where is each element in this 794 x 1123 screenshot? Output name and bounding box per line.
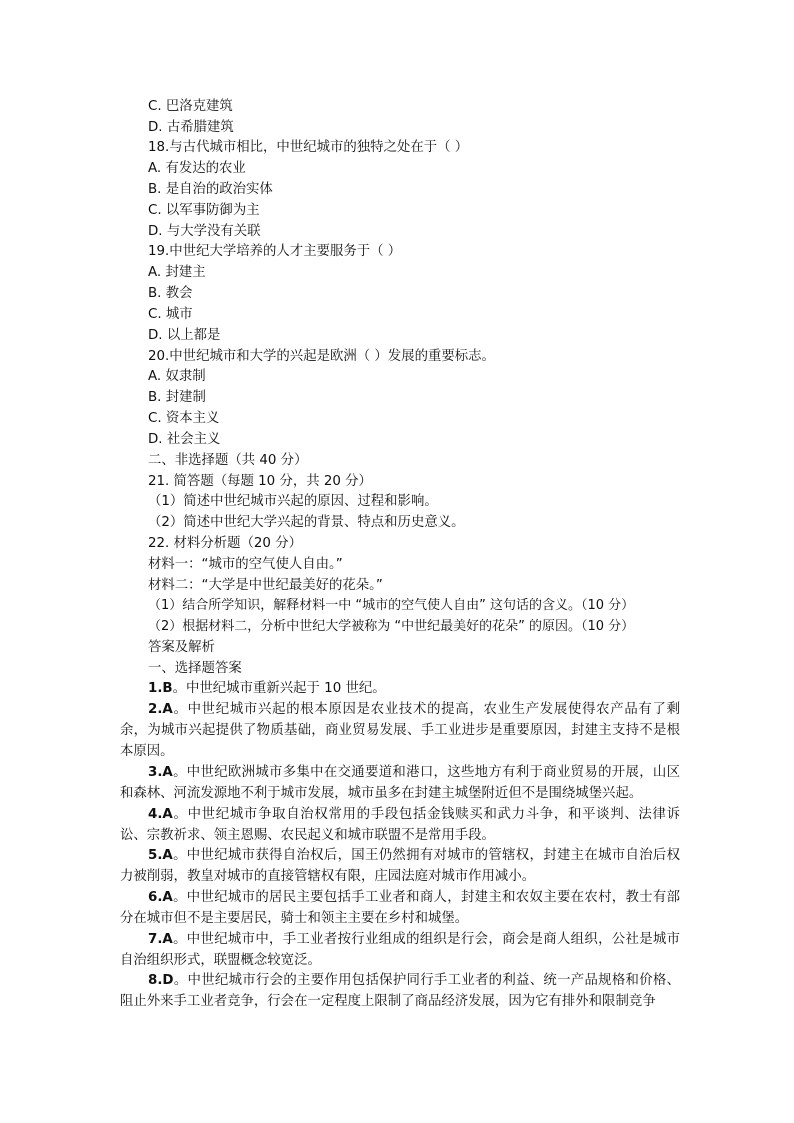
option-20c: C. 资本主义: [148, 411, 220, 426]
option-19d: D. 以上都是: [148, 328, 221, 343]
option-18a: A. 有发达的农业: [148, 161, 246, 176]
question-21: 21. 简答题（每题 10 分，共 20 分）: [148, 474, 372, 489]
material-2: 材料二：“大学是中世纪最美好的花朵。”: [148, 578, 383, 593]
question-22-2: （2）根据材料二，分析中世纪大学被称为 “中世纪最美好的花朵” 的原因。（10 分）: [148, 619, 635, 634]
answer-1-text: 。中世纪城市重新兴起于 10 世纪。: [172, 681, 386, 696]
option-19a: A. 封建主: [148, 265, 206, 280]
answer-3-number: 3.A: [148, 765, 173, 780]
answer-7-number: 7.A: [148, 932, 173, 947]
material-1: 材料一：“城市的空气使人自由。”: [148, 557, 343, 572]
section-heading-non-choice: 二、非选择题（共 40 分）: [148, 453, 308, 468]
answer-1-number: 1.B: [148, 681, 173, 696]
question-22: 22. 材料分析题（20 分）: [148, 536, 302, 551]
question-20: 20.中世纪城市和大学的兴起是欧洲（ ）发展的重要标志。: [148, 349, 495, 364]
answer-8: [120, 971, 680, 1013]
question-21-1: （1）简述中世纪城市兴起的原因、过程和影响。: [148, 494, 438, 509]
question-22-1: （1）结合所学知识，解释材料一中 “城市的空气使人自由” 这句话的含义。（10 分）: [148, 598, 635, 613]
option-19b: B. 教会: [148, 286, 193, 301]
answer-6-number: 6.A: [148, 890, 173, 905]
answer-5-text: 。中世纪城市获得自治权后，国王仍然拥有对城市的管辖权，封建主在城市自治后权力被削弱，教皇对城市的直接管辖权有限，庄园法庭对城市作用减小。: [120, 848, 680, 884]
answer-4: [120, 805, 680, 847]
answer-3-text: 。中世纪欧洲城市多集中在交通要道和港口，这些地方有利于商业贸易的开展，山区和森林、河流发源地不利于城市发展，城市虽多在封建主城堡附近但不是围绕城堡兴起。: [120, 765, 680, 801]
option-18d: D. 与大学没有关联: [148, 224, 261, 239]
answer-2: [120, 700, 680, 762]
answer-4-text: 。中世纪城市争取自治权常用的手段包括金钱赎买和武力斗争，和平谈判、法律诉讼、宗教祈求、领主恩赐、农民起义和城市联盟不是常用手段。: [120, 807, 680, 843]
answer-6-text: 。中世纪城市的居民主要包括手工业者和商人，封建主和农奴主要在农村，教士有部分在城市但不是主要居民，骑士和领主主要在乡村和城堡。: [120, 890, 680, 926]
answer-5-number: 5.A: [148, 848, 173, 863]
answer-8-number: 8.D: [148, 973, 174, 988]
choice-answers-heading: 一、选择题答案: [148, 661, 242, 676]
option-20a: A. 奴隶制: [148, 369, 206, 384]
answer-3: [120, 763, 680, 805]
question-18: 18.与古代城市相比，中世纪城市的独特之处在于（ ）: [148, 140, 469, 155]
option-17c: C. 巴洛克建筑: [148, 99, 233, 114]
answer-2-text: 。中世纪城市兴起的根本原因是农业技术的提高，农业生产发展使得农产品有了剩余，为城市兴起提供了物质基础，商业贸易发展、手工业进步是重要原因，封建主支持不是根本原因。: [120, 702, 680, 759]
answer-6: [120, 888, 680, 930]
answer-7: [120, 930, 680, 972]
answers-heading: 答案及解析: [148, 640, 215, 655]
option-17d: D. 古希腊建筑: [148, 120, 234, 135]
answer-1: [120, 679, 680, 700]
answer-2-number: 2.A: [148, 702, 173, 717]
answer-5: [120, 846, 680, 888]
option-18b: B. 是自治的政治实体: [148, 182, 273, 197]
question-19: 19.中世纪大学培养的人才主要服务于（ ）: [148, 244, 402, 259]
option-20b: B. 封建制: [148, 390, 206, 405]
option-20d: D. 社会主义: [148, 432, 221, 447]
answer-8-text: 。中世纪城市行会的主要作用包括保护同行手工业者的利益、统一产品规格和价格、阻止外来手工业者竞争，行会在一定程度上限制了商品经济发展，因为它有排外和限制竞争: [120, 973, 680, 1009]
option-19c: C. 城市: [148, 307, 193, 322]
question-21-2: （2）简述中世纪大学兴起的背景、特点和历史意义。: [148, 515, 465, 530]
option-18c: C. 以军事防御为主: [148, 203, 260, 218]
answer-4-number: 4.A: [148, 807, 173, 822]
answer-7-text: 。中世纪城市中，手工业者按行业组成的组织是行会，商会是商人组织，公社是城市自治组织形式，联盟概念较宽泛。: [120, 932, 680, 968]
